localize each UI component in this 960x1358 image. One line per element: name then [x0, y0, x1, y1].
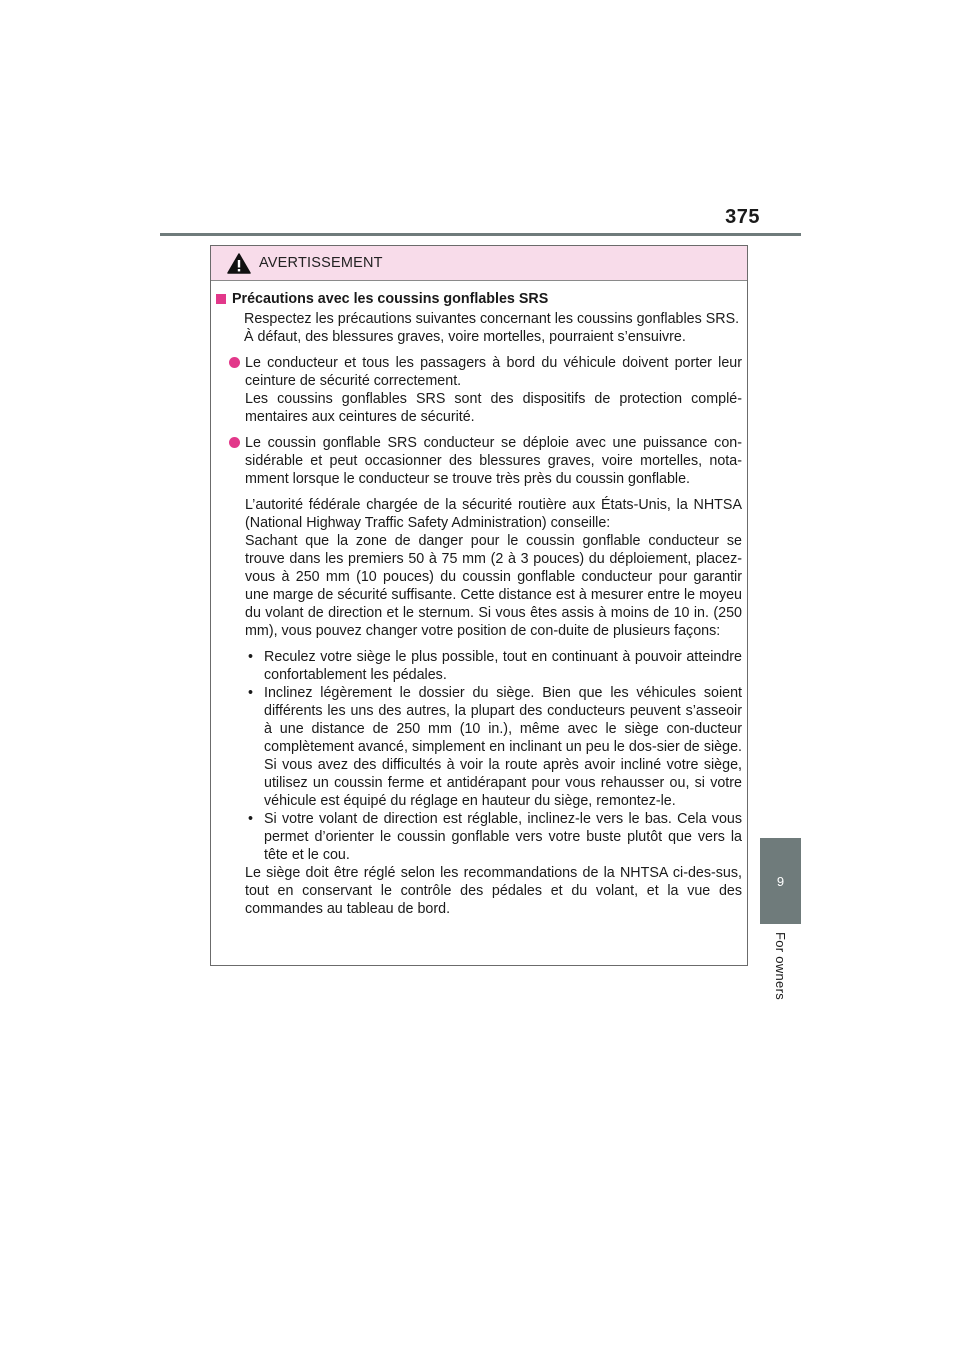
list-item-text: Inclinez légèrement le dossier du siège. Bien que les véhicules soient différents les uns des autres, la plupart des conducteurs peuvent s’asseoir à une distance de 250 mm (10 in.), même avec le siège con-ducteur complètement avancé, simplement en inclinant un peu le dos-sier de siège. Si vous avez des difficultés à voir la route après avoir incliné votre siège, utilisez un coussin ferme et antidérapant pour vous rehausser ou, si votre véhicule est équipé du réglage en hauteur du siège, remontez-le. — [264, 685, 742, 809]
header-rule — [160, 233, 801, 236]
warning-title: AVERTISSEMENT — [259, 255, 383, 271]
warning-box — [210, 245, 748, 966]
recommendation-list — [245, 648, 742, 864]
bullet-1-text-1: Le conducteur et tous les passagers à bord du véhicule doivent porter leur ceinture de sécurité correctement. — [245, 355, 742, 389]
intro-paragraph-1: Respectez les précautions suivantes concernant les coussins gonflables SRS. — [244, 311, 740, 327]
section-title: Précautions avec les coussins gonflables SRS — [232, 291, 549, 307]
list-item — [245, 684, 742, 810]
warning-triangle-icon — [227, 253, 251, 274]
chapter-label: For owners — [773, 932, 788, 1001]
page-number: 375 — [725, 206, 760, 228]
list-item-text: Si votre volant de direction est réglable, inclinez-le vers le bas. Cela vous permet d’orienter le coussin gonflable vers votre buste plutôt que vers la tête et le cou. — [264, 811, 742, 863]
intro-paragraph-2: À défaut, des blessures graves, voire mortelles, pourraient s’ensuivre. — [244, 329, 686, 345]
chapter-number: 9 — [776, 873, 785, 889]
list-bullet: • — [248, 685, 254, 701]
circle-bullet-icon — [229, 357, 240, 368]
square-bullet-icon — [216, 294, 226, 304]
warning-header — [211, 246, 747, 281]
chapter-tab — [760, 838, 801, 924]
bullet-2-text: Le coussin gonflable SRS conducteur se déploie avec une puissance con-sidérable et peut occasionner des blessures graves, voire mortelles, nota-mment lorsque le conducteur se trouve très près du coussin gonflable. — [245, 435, 742, 487]
list-bullet: • — [248, 811, 254, 827]
nhtsa-block — [215, 496, 742, 918]
circle-bullet-icon — [229, 437, 240, 448]
list-item-text: Reculez votre siège le plus possible, tout en continuant à pouvoir atteindre confortablement les pédales. — [264, 649, 742, 683]
warning-body — [211, 281, 747, 918]
nhtsa-paragraph-1: L’autorité fédérale chargée de la sécurité routière aux États-Unis, la NHTSA (National Highway Traffic Safety Administration) conseille: — [245, 497, 742, 531]
closing-paragraph: Le siège doit être réglé selon les recommandations de la NHTSA ci-des-sus, tout en conservant le contrôle des pédales et du volant, et la vue des commandes au tableau de bord. — [245, 865, 742, 917]
bullet-1-text-2: Les coussins gonflables SRS sont des dispositifs de protection complé-mentaires aux ceintures de sécurité. — [245, 391, 742, 425]
bullet-item-1 — [215, 354, 742, 426]
bullet-item-2 — [215, 434, 742, 488]
list-bullet: • — [248, 649, 254, 665]
nhtsa-paragraph-2: Sachant que la zone de danger pour le coussin gonflable conducteur se trouve dans les premiers 50 à 75 mm (2 à 3 pouces) du déploiement, placez-vous à 250 mm (10 pouces) du coussin gonflable conducteur pour garantir une marge de sécurité suffisante. Cette distance est à mesurer entre le moyeu du volant de direction et le sternum. Si vous êtes assis à moins de 10 in. (250 mm), vous pouvez changer votre position de con-duite de plusieurs façons: — [245, 533, 742, 639]
section-heading — [215, 290, 742, 308]
chapter-label-container — [760, 932, 801, 1012]
list-item — [245, 648, 742, 684]
list-item — [245, 810, 742, 864]
